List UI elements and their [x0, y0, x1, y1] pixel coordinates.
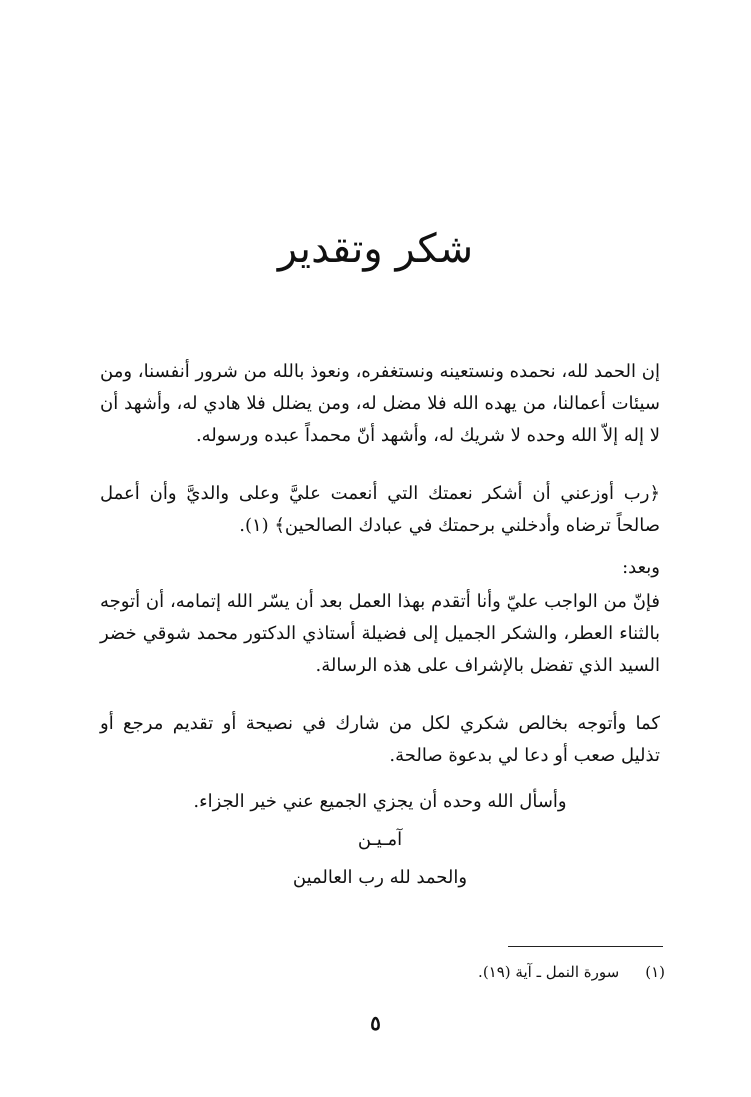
page-number: ٥ — [370, 1011, 381, 1035]
transition-line: وبعد: — [622, 557, 660, 578]
closing-amen: آمـيـن — [357, 829, 403, 850]
closing-prayer: وأسأل الله وحده أن يجزي الجميع عني خير الجزاء. — [193, 791, 567, 812]
general-thanks-paragraph: كما وأتوجه بخالص شكري لكل من شارك في نصيحة أو تقديم مرجع أو تذليل صعب أو دعا لي بدعوة صالحة. — [100, 713, 660, 766]
footnote-marker: (١) — [645, 963, 665, 981]
footnote-text: سورة النمل ـ آية (١٩). — [478, 963, 620, 981]
page-title: شكر وتقدير — [277, 225, 474, 272]
opening-paragraph: إن الحمد لله، نحمده ونستعينه ونستغفره، ونعوذ بالله من شرور أنفسنا، ومن سيئات أعمالنا، من يهده الله فلا مضل له، ومن يضلل فلا هادي له، وأشهد أن لا إله إلاّ الله وحده لا شريك له، وأشهد أنّ محمداً عبده ورسوله. — [100, 361, 660, 446]
footnote-divider — [508, 946, 663, 947]
quran-verse-paragraph: ﴿رب أوزعني أن أشكر نعمتك التي أنعمت عليَّ وعلى والديَّ وأن أعمل صالحاً ترضاه وأدخلني برحمتك في عبادك الصالحين﴾ (١). — [100, 483, 660, 536]
footnote — [320, 960, 665, 984]
closing-praise: والحمد لله رب العالمين — [292, 867, 468, 888]
supervisor-thanks-paragraph: فإنّ من الواجب عليّ وأنا أتقدم بهذا العمل بعد أن يسّر الله إتمامه، أن أتوجه بالثناء العطر، والشكر الجميل إلى فضيلة أستاذي الدكتور محمد شوقي خضر السيد الذي تفضل بالإشراف على هذه الرسالة. — [100, 591, 660, 676]
